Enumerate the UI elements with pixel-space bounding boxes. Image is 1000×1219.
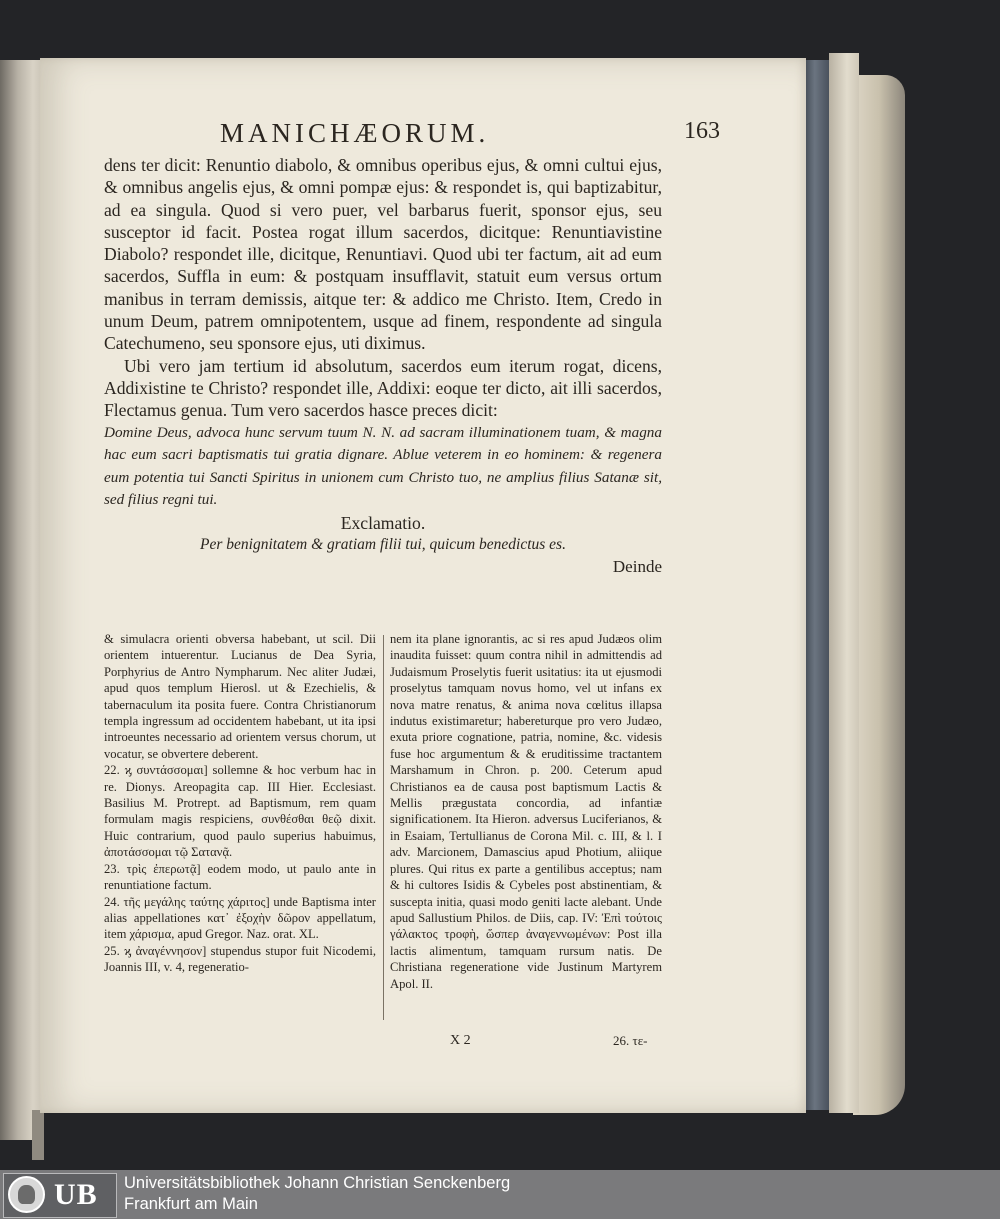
main-paragraph: dens ter dicit: Renuntio diabolo, & omnibus operibus ejus, & omni cultui ejus, & omnibus angelis ejus, & omni pompæ ejus: & respondet is, qui baptizabitur, ad ea singula. Quod si vero puer, vel barbarus fuerit, sponsor ejus, seu susceptor id facit. Postea rogat illum sacerdos, dicitque: Renuntiavistine Diabolo? respondet ille, dicitque, Renuntiavi. Quod ubi ter factum, ait ad eum sacerdos, Suffla in eum: & postquam insufflavit, statuit eum versus ortum manibus in terram demissis, aitque ter: & addico me Christo. Item, Credo in unum Deum, patrem omnipotentem, usque ad finem, respondente ad singula Catechumeno, seu sponsore ejus, uti diximus. (104, 155, 662, 354)
prayer-text: Domine Deus, advoca hunc servum tuum N. N. ad sacram illuminationem tuam, & magna hac eum sacri baptismatis tui gratia dignare. Ablue veterem in eo hominem: & regenera eum potentia tui Sancti Spiritus in unionem cum Christo tuo, ne amplius filius Satanæ sit, sed filius regni tui. (104, 423, 662, 509)
signature-mark: X 2 (450, 1033, 471, 1048)
footnote: 22. ϗ συντάσσομαι] sollemne & hoc verbum hac in re. Dionys. Areopagita cap. III Hier. Ecclesiast. Basilius M. Protrept. ad Baptismum, rem quam formulam magis respiciens, συνθέσθαι θεῷ dixit. Huic contrarium, quod paulo superius habuimus, ἀποτάσσομαι τῷ Σατανᾷ. (104, 763, 376, 860)
blessing-text: Per benignitatem & gratiam filii tui, quicum benedictus es. (200, 535, 566, 553)
footnotes (104, 631, 664, 1031)
library-name: Universitätsbibliothek Johann Christian Senckenberg (124, 1174, 511, 1192)
library-banner (0, 1170, 1000, 1219)
page-edge-stack (803, 45, 903, 1115)
library-logo[interactable] (3, 1173, 117, 1218)
page-number: 163 (684, 118, 720, 144)
footnote: & simulacra orienti obversa habebant, ut scil. Dii orientem intuerentur. Lucianus de Dea Syria, Porphyrius de Antro Nympharum. Nec aliter Judæi, apud quos templum Hierosl. ut & Ezechielis, & tabernaculum ita posita fuere. Contra Christianorum templa ingressum ad occidentem habebant, ut ita ipsi introeuntes necessario ad orientem versus chorum, ut vocatur, se obvertere deberent. (104, 632, 376, 761)
library-location: Frankfurt am Main (124, 1195, 258, 1213)
footnote: nem ita plane ignorantis, ac si res apud Judæos olim inaudita fuisset: quum contra nihil in admittendis ad Judaismum Proselytis fuerit usitatius: ita ut ejusmodi proselytus tamquam novus homo, vel ut infans ex nova matre renatus, & anima nova cœlitus illapsa indutus existimaretur; habereturque pro vero Judæo, exuta priore cognatione, patria, nomine, &c. videsis fuse hoc argumentum & & eruditissime tractantem Marshamum in Chron. p. 200. Ceterum apud Christianos ea de causa post baptismum Lactis & Mellis prægustata concordia, ad infantiæ significationem. Ita Hieron. adversus Luciferianos, & in Esaiam, Tertullianus de Corona Mil. c. III, & l. I adv. Marcionem, Damascius apud Photium, aliique plures. Qui ritus ex parte a gentilibus acceptus; nam & hi cultores Isidis & Cybeles post abstinentiam, & suscepta initia, quasi modo geniti lacte alebant. Unde apud Sallustium Philos. de Diis, cap. IV: Ἐπὶ τούτοις γάλακτος τροφὴ, ὥσπερ ἀναγεννωμένων: Post illa lactis alimentum, tamquam rursum natis. De Christiana regeneratione vide Justinum Martyrem Apol. II. (390, 632, 662, 991)
main-paragraph: Ubi vero jam tertium id absolutum, sacerdos eum iterum rogat, dicens, Addixistine te Christo? respondet ille, Addixi: eoque ter dicto, ait illi sacerdos, Flectamus genua. Tum vero sacerdos hasce preces dicit: (104, 355, 662, 421)
exclamation-heading: Exclamatio. (340, 512, 426, 533)
running-head-title: MANICHÆORUM. (220, 118, 490, 148)
page-block-light (829, 53, 859, 1113)
footnote-catchword: 26. τε- (613, 1033, 648, 1048)
column-divider (383, 635, 384, 1020)
main-text (104, 154, 662, 578)
footnote-column-right (390, 631, 662, 992)
page-block-dark (803, 60, 829, 1110)
portrait-seal-icon (8, 1176, 45, 1213)
left-page-edge (0, 60, 44, 1140)
footnote: 23. τρὶς ἐπερωτᾷ] eodem modo, ut paulo ante in renuntiatione factum. (104, 861, 376, 893)
book-spine (32, 1110, 44, 1160)
running-head (220, 118, 720, 154)
footnote-column-left (104, 631, 376, 976)
book-page (40, 58, 806, 1113)
footnote: 25. ϗ ἀναγέννησον] stupendus stupor fuit Nicodemi, Joannis III, v. 4, regeneratio- (104, 943, 376, 975)
logo-text: UB (54, 1178, 98, 1211)
catchword: Deinde (612, 557, 662, 577)
footnote: 24. τῆς μεγάλης ταύτης χάριτος] unde Baptisma inter alias appellationes κατ᾽ ἐξοχὴν δῶρον appellatum, item χάρισμα, apud Gregor. Naz. orat. XL. (104, 894, 376, 942)
page-curl (853, 75, 905, 1115)
